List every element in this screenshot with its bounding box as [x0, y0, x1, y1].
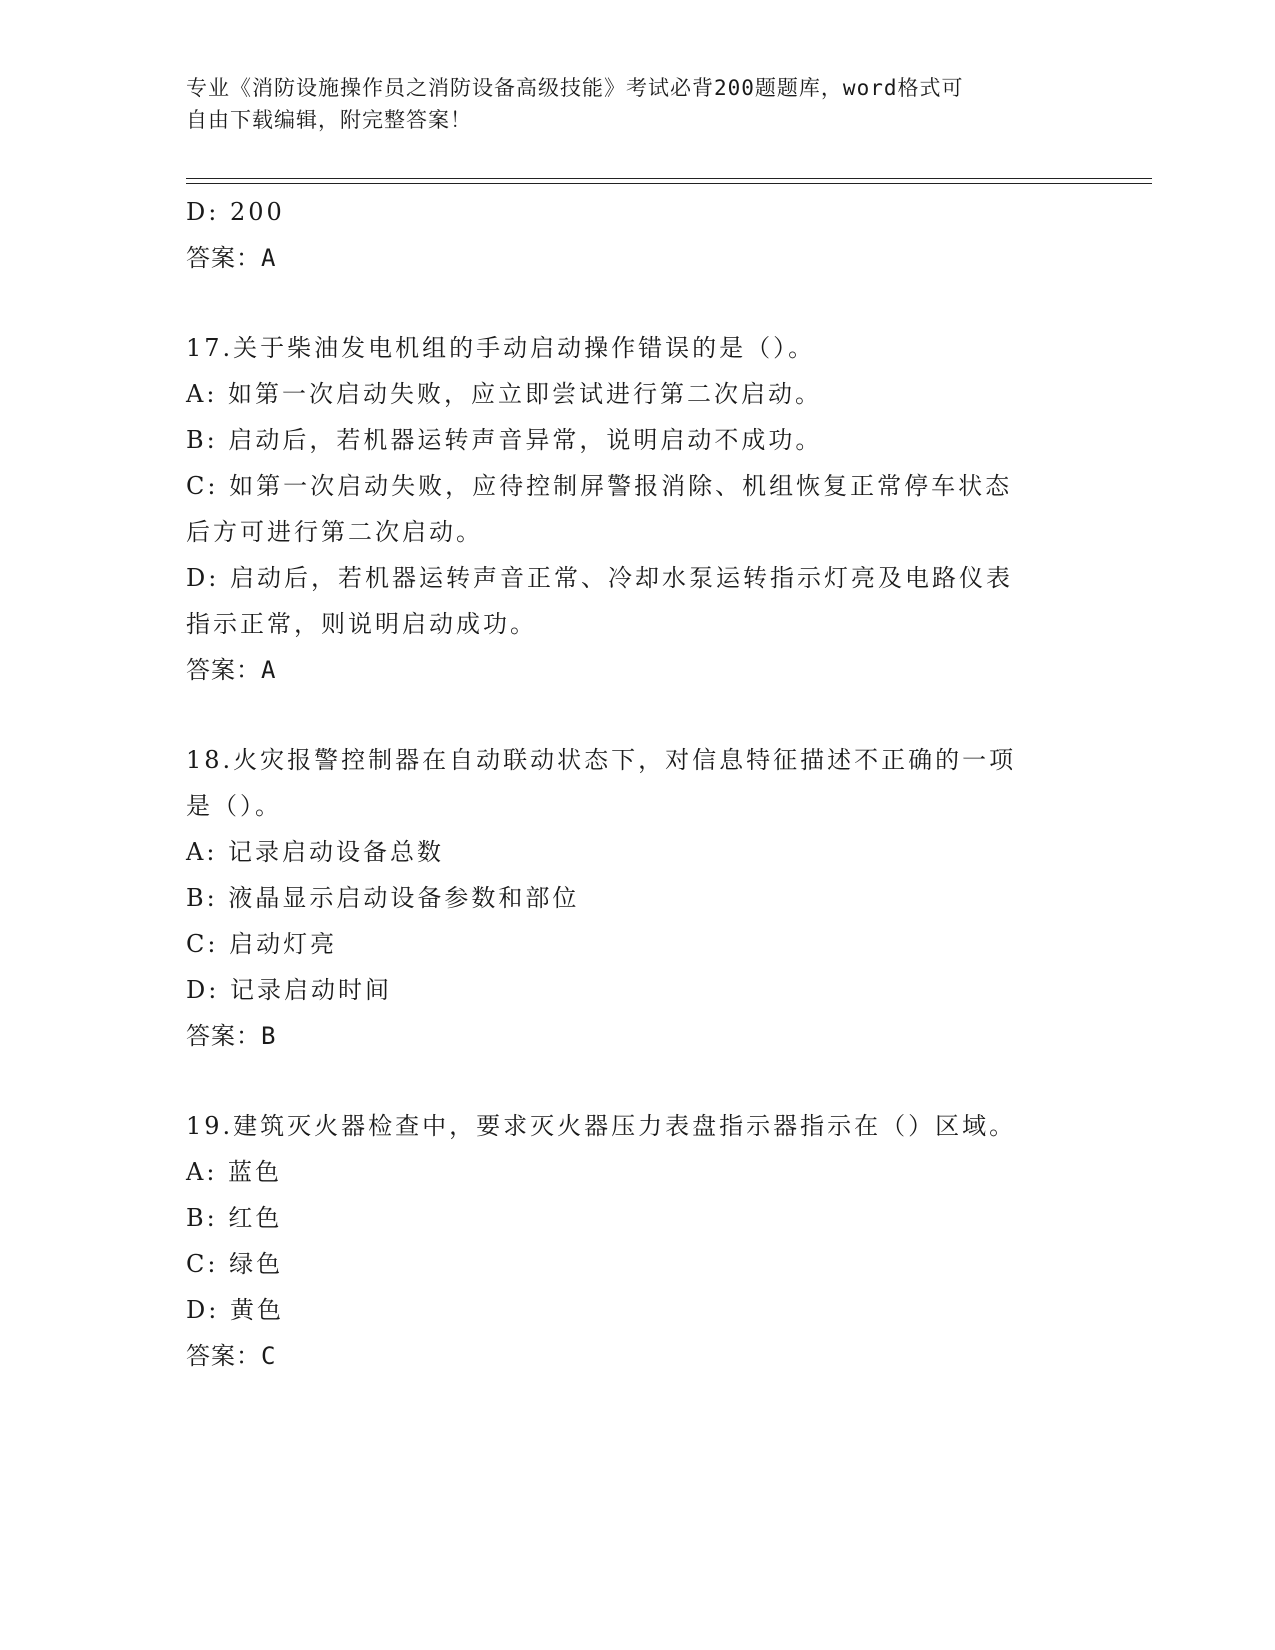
- question-stem-line-1: 18.火灾报警控制器在自动联动状态下，对信息特征描述不正确的一项: [186, 746, 1017, 774]
- page-header: [186, 72, 1066, 136]
- section-gap: [186, 1059, 1086, 1103]
- section-gap: [186, 693, 1086, 737]
- previous-option-d: D: 200: [186, 198, 285, 226]
- option-b: B: 启动后，若机器运转声音异常，说明启动不成功。: [186, 426, 823, 454]
- question-stem: 19.建筑灭火器检查中，要求灭火器压力表盘指示器指示在（）区域。: [186, 1112, 1017, 1140]
- answer: 答案：A: [186, 656, 277, 684]
- option-b: B: 红色: [186, 1204, 283, 1232]
- header-line-1: 专业《消防设施操作员之消防设备高级技能》考试必背200题题库，word格式可: [186, 76, 964, 100]
- question-17: [186, 325, 1086, 693]
- option-b: B: 液晶显示启动设备参数和部位: [186, 884, 580, 912]
- option-d: D: 黄色: [186, 1296, 284, 1324]
- header-rule-bottom: [186, 183, 1152, 184]
- question-content: [186, 189, 1086, 1379]
- option-c: C: 绿色: [186, 1250, 284, 1278]
- answer: 答案：C: [186, 1342, 277, 1370]
- option-c-line-1: C: 如第一次启动失败，应待控制屏警报消除、机组恢复正常停车状态: [186, 472, 1013, 500]
- header-rule-top: [186, 178, 1152, 179]
- option-d: D: 记录启动时间: [186, 976, 392, 1004]
- option-c-line-2: 后方可进行第二次启动。: [186, 518, 483, 546]
- question-18: [186, 737, 1086, 1059]
- option-d-line-2: 指示正常，则说明启动成功。: [186, 610, 537, 638]
- section-gap: [186, 281, 1086, 325]
- question-stem-line-2: 是（）。: [186, 792, 282, 820]
- question-stem: 17.关于柴油发电机组的手动启动操作错误的是（）。: [186, 334, 816, 362]
- option-a: A: 如第一次启动失败，应立即尝试进行第二次启动。: [186, 380, 823, 408]
- option-a: A: 记录启动设备总数: [186, 838, 445, 866]
- option-a: A: 蓝色: [186, 1158, 283, 1186]
- previous-answer: 答案：A: [186, 244, 277, 272]
- header-line-2: 自由下载编辑，附完整答案！: [186, 108, 472, 132]
- option-c: C: 启动灯亮: [186, 930, 338, 958]
- option-d-line-1: D: 启动后，若机器运转声音正常、冷却水泵运转指示灯亮及电路仪表: [186, 564, 1013, 592]
- answer: 答案：B: [186, 1022, 277, 1050]
- question-19: [186, 1103, 1086, 1379]
